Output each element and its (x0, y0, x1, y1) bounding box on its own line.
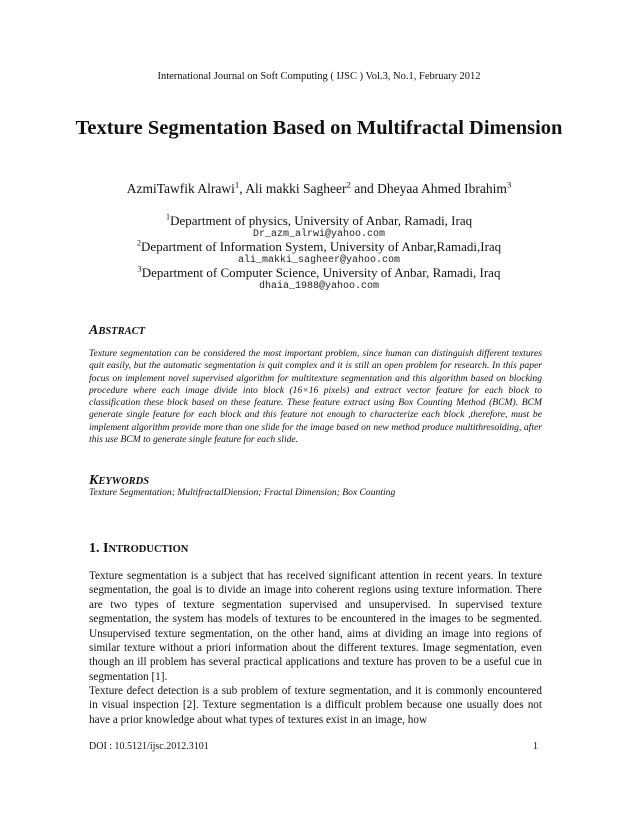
author-affil-mark: 3 (506, 179, 512, 190)
author-separator: , (239, 181, 246, 196)
affiliation-mark: 3 (137, 263, 142, 274)
footer-doi: DOI : 10.5121/ijsc.2012.3101 (89, 741, 209, 752)
keywords-heading-initial: K (89, 473, 99, 488)
abstract-heading-initial: A (89, 323, 99, 338)
author-email: Dr_azm_alrwi@yahoo.com (252, 229, 386, 240)
affiliation (0, 265, 638, 281)
author-email: ali_makki_sagheer@yahoo.com (237, 255, 401, 266)
introduction-heading-initial: I (103, 541, 109, 556)
abstract-heading (89, 322, 145, 339)
affiliation-mark: 1 (165, 211, 171, 222)
affiliation-text: Department of physics, University of Anbar, Ramadi, Iraq (170, 213, 473, 228)
author-email: dhaia_1988@yahoo.com (258, 281, 380, 292)
affiliation-mark: 2 (136, 237, 142, 248)
page-number: 1 (533, 741, 538, 752)
affiliation-text: Department of Computer Science, University of Anbar, Ramadi, Iraq (141, 265, 501, 280)
affiliation (0, 213, 638, 229)
introduction-heading-rest: NTRODUCTION (108, 544, 189, 555)
author-name: Ali makki Sagheer (245, 181, 347, 196)
intro-paragraph-2: Texture defect detection is a sub problem of texture segmentation, and it is commonly encountered in visual inspection [2]. Texture segmentation is a difficult problem because one usually does not have a prior knowledge about what types of textures exist in an image, how (89, 685, 542, 726)
author-line (0, 181, 638, 197)
section-number: 1. (89, 541, 103, 556)
author-affil-mark: 2 (346, 179, 351, 190)
intro-paragraph-1: Texture segmentation is a subject that has received significant attention in recent years. In texture segmentation, the goal is to divide an image into coherent regions using texture information. There are two types of texture segmentation supervised and unsupervised. In supervised texture segmentation, the system has models of textures to be encountered in the images to be segmented. Unsupervised texture segmentation, on the other hand, aims at dividing an image into regions of similar texture without a priori information about the different textures. Image segmentation, even though an ill problem has several practical applications and texture has proven to be a useful cue in segmentation [1]. (89, 570, 542, 683)
keywords-text: Texture Segmentation; MultifractalDiension; Fractal Dimension; Box Counting (89, 487, 396, 498)
affiliation (0, 239, 638, 255)
author-affil-mark: 1 (234, 179, 240, 190)
abstract-text: Texture segmentation can be considered the most important problem, since human can distinguish different textures quit easily, but the automatic segmentation is quit complex and it is still an open problem for research. In this paper focus on implement novel supervised algorithm for multitexture segmentation and this algorithm based on blocking procedure where each image divide into block (16×16 pixels) and extract vector feature for each block to classification these block based on these feature. These feature extract using Box Counting Method (BCM). BCM generate single feature for each block and this feature not enough to characterize each block ,therefore, must be implement algorithm provide more than one slide for the image based on new method produce multithresolding, after this use BCM to generate single feature for each slide. (89, 348, 542, 446)
author-name: AzmiTawfik Alrawi (126, 181, 235, 196)
keywords-heading-rest: EYWORDS (98, 476, 150, 487)
journal-header: International Journal on Soft Computing ( IJSC ) Vol.3, No.1, February 2012 (157, 71, 481, 82)
introduction-heading (89, 540, 188, 557)
author-name: Dheyaa Ahmed Ibrahim (377, 181, 507, 196)
affiliation-text: Department of Information System, University of Anbar,Ramadi,Iraq (141, 239, 502, 254)
abstract-heading-rest: BSTRACT (98, 326, 146, 337)
paper-title: Texture Segmentation Based on Multifractal Dimension (75, 117, 563, 139)
author-separator: and (350, 181, 378, 196)
